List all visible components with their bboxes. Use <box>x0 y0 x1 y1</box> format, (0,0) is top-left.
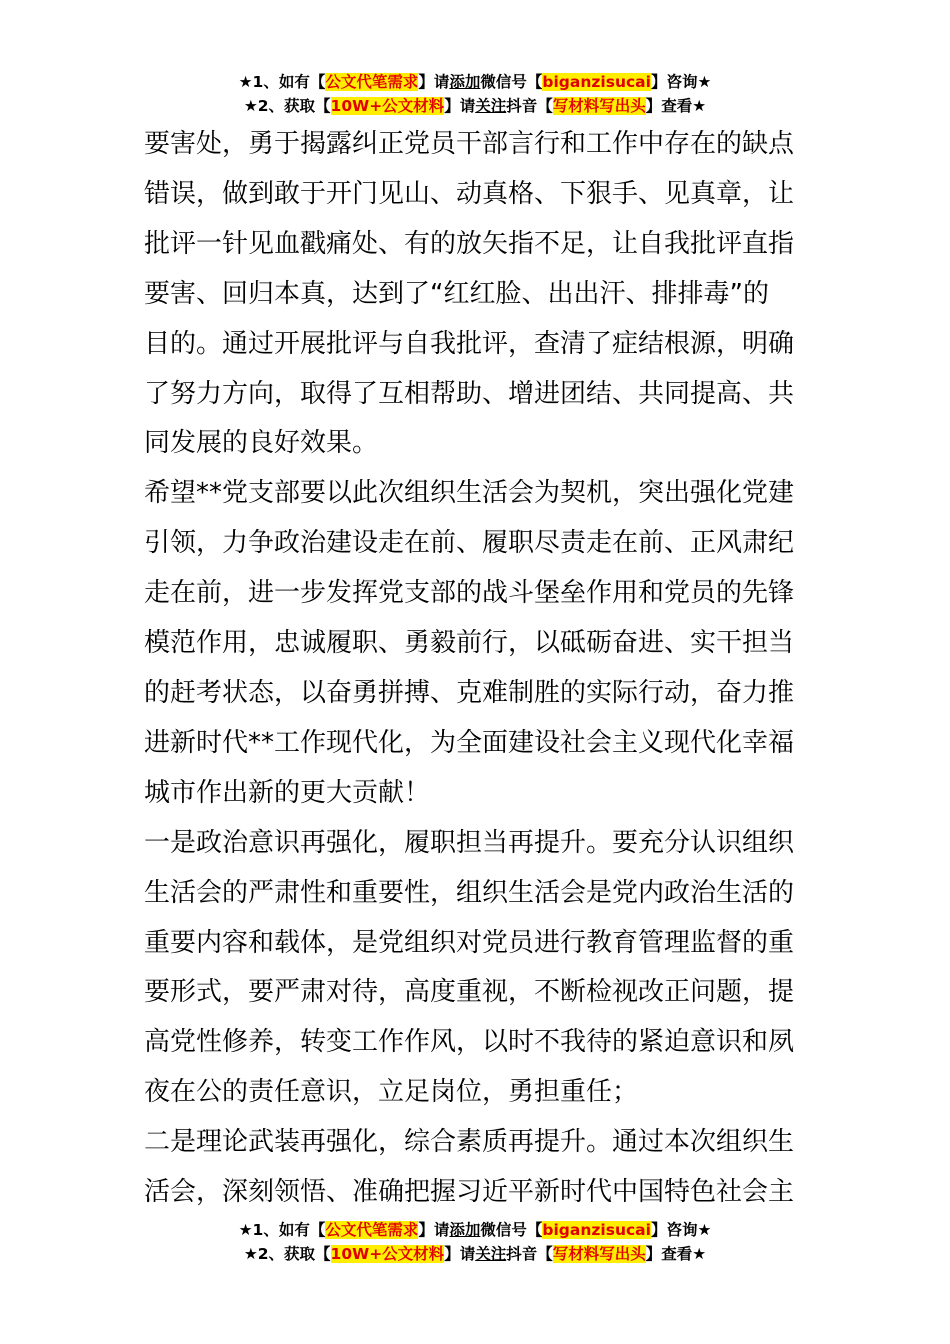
banner-highlight: 10W+公文材料 <box>330 1245 445 1263</box>
banner-text: 抖音【 <box>506 97 553 115</box>
body-line: 批评一针见血戳痛处、有的放矢指不足，让自我批评直指 <box>144 228 795 259</box>
banner-highlight: biganzisucai <box>542 1221 651 1239</box>
body-line: 生活会的严肃性和重要性，组织生活会是党内政治生活的 <box>144 877 795 908</box>
body-line: 错误，做到敢于开门见山、动真格、下狠手、见真章，让 <box>144 178 795 209</box>
body-line: 活会，深刻领悟、准确把握习近平新时代中国特色社会主 <box>144 1177 795 1208</box>
body-line: 高党性修养，转变工作作风，以时不我待的紧迫意识和夙 <box>144 1027 795 1058</box>
footer-banner <box>0 1218 950 1266</box>
banner-underlined: 关注 <box>475 1245 507 1263</box>
banner-highlight: 公文代笔需求 <box>325 73 419 91</box>
body-line: 希望**党支部要以此次组织生活会为契机，突出强化党建 <box>144 478 795 509</box>
body-line: 要形式，要严肃对待，高度重视，不断检视改正问题，提 <box>144 977 795 1008</box>
banner-text: 】查看★ <box>645 1245 707 1263</box>
banner-text: ★2、获取【 <box>243 1245 331 1263</box>
body-line: 要害处，勇于揭露纠正党员干部言行和工作中存在的缺点 <box>144 129 795 159</box>
banner-highlight: biganzisucai <box>542 73 651 91</box>
banner-highlight: 10W+公文材料 <box>330 97 445 115</box>
banner-line-1 <box>0 1218 950 1242</box>
banner-text: ★1、如有【 <box>238 73 326 91</box>
banner-text: 】请 <box>418 1221 450 1239</box>
body-line: 模范作用，忠诚履职、勇毅前行，以砥砺奋进、实干担当 <box>144 628 795 659</box>
banner-highlight: 写材料写出头 <box>552 1245 646 1263</box>
banner-text: ★2、获取【 <box>243 97 331 115</box>
body-line: 的赶考状态，以奋勇拼搏、克难制胜的实际行动，奋力推 <box>144 677 795 708</box>
banner-line-2 <box>0 94 950 118</box>
banner-highlight: 写材料写出头 <box>552 97 646 115</box>
banner-text: 】请 <box>444 97 476 115</box>
header-banner <box>0 70 950 118</box>
body-line: 要害、回归本真，达到了“红红脸、出出汗、排排毒”的 <box>144 278 769 309</box>
banner-highlight: 公文代笔需求 <box>325 1221 419 1239</box>
banner-text: 微信号【 <box>480 1221 543 1239</box>
body-line: 夜在公的责任意识，立足岗位，勇担重任； <box>144 1077 639 1108</box>
body-line: 了努力方向，取得了互相帮助、增进团结、共同提高、共 <box>144 378 795 409</box>
body-line: 进新时代**工作现代化，为全面建设社会主义现代化幸福 <box>144 727 795 758</box>
banner-line-2 <box>0 1242 950 1266</box>
banner-underlined: 添加 <box>449 1221 481 1239</box>
body-line: 一是政治意识再强化，履职担当再提升。要充分认识组织 <box>144 827 795 858</box>
document-body <box>144 120 814 1218</box>
banner-text: 微信号【 <box>480 73 543 91</box>
body-line: 二是理论武装再强化，综合素质再提升。通过本次组织生 <box>144 1127 795 1158</box>
body-line: 走在前，进一步发挥党支部的战斗堡垒作用和党员的先锋 <box>144 578 795 609</box>
banner-text: 】咨询★ <box>650 73 712 91</box>
body-line: 同发展的良好效果。 <box>144 428 379 459</box>
body-line: 城市作出新的更大贡献！ <box>144 777 431 808</box>
banner-text: 】请 <box>418 73 450 91</box>
body-line: 引领，力争政治建设走在前、履职尽责走在前、正风肃纪 <box>144 528 795 559</box>
banner-underlined: 添加 <box>449 73 481 91</box>
body-line: 重要内容和载体，是党组织对党员进行教育管理监督的重 <box>144 927 795 958</box>
banner-text: 】查看★ <box>645 97 707 115</box>
banner-text: 】请 <box>444 1245 476 1263</box>
body-line: 目的。通过开展批评与自我批评，查清了症结根源，明确 <box>144 328 795 359</box>
banner-text: 抖音【 <box>506 1245 553 1263</box>
banner-line-1 <box>0 70 950 94</box>
banner-text: 】咨询★ <box>650 1221 712 1239</box>
banner-text: ★1、如有【 <box>238 1221 326 1239</box>
banner-underlined: 关注 <box>475 97 507 115</box>
